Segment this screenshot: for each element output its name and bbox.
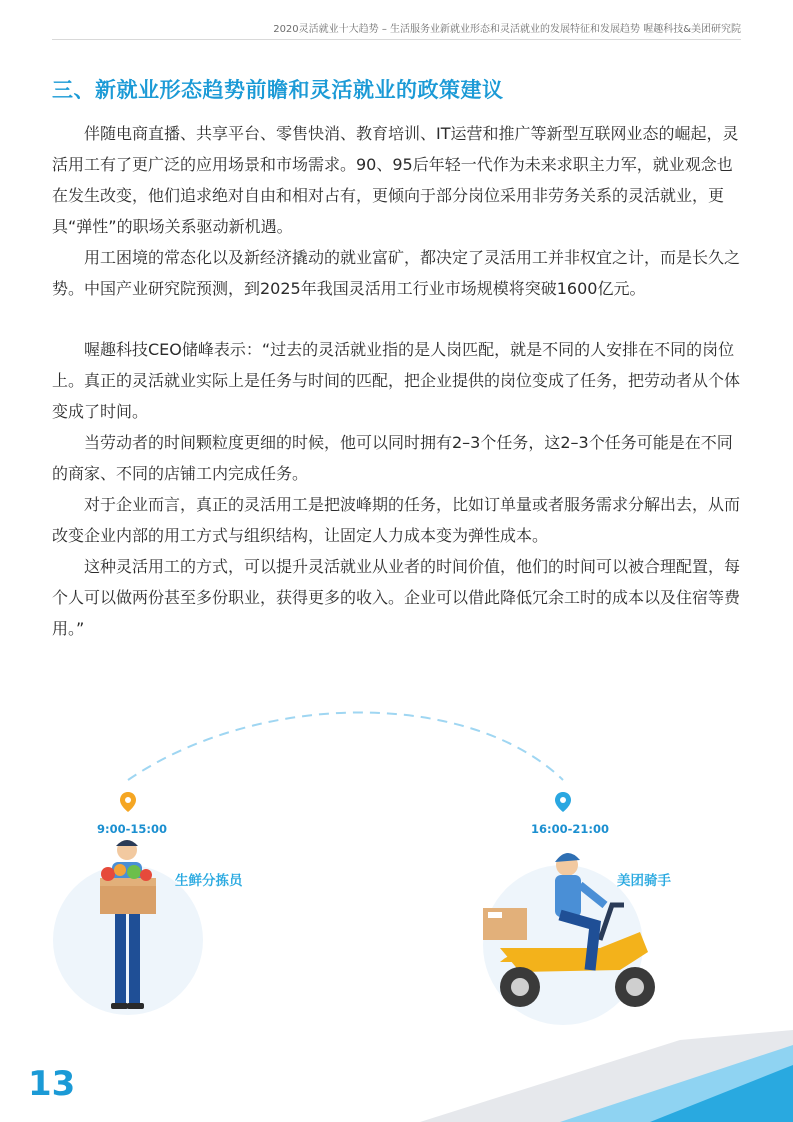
shift-time-left: 9:00-15:00 [97,822,167,836]
body-text [52,118,744,644]
role-label-left: 生鲜分拣员 [175,873,243,889]
paragraph: 这种灵活用工的方式，可以提升灵活就业从业者的时间价值，他们的时间可以被合理配置，每个人可以做两份甚至多份职业，获得更多的收入。企业可以借此降低冗余工时的成本以及住宿等费用。” [52,557,741,638]
paragraph: 对于企业而言，真正的灵活用工是把波峰期的任务，比如订单量或者服务需求分解出去，从而改变企业内部的用工方式与组织结构，让固定人力成本变为弹性成本。 [52,495,741,545]
location-pin-icon [555,792,571,812]
paragraph: 伴随电商直播、共享平台、零售快消、教育培训、IT运营和推广等新型互联网业态的崛起，灵活用工有了更广泛的应用场景和市场需求。90、95后年轻一代作为未来求职主力军，就业观念也在发生改变，他们追求绝对自由和相对占有，更倾向于部分岗位采用非劳务关系的灵活就业，更具“弹性”的职场关系驱动新机遇。 [52,124,739,236]
paragraph: 喔趣科技CEO储峰表示：“过去的灵活就业指的是人岗匹配，就是不同的人安排在不同的岗位上。真正的灵活就业实际上是任务与时间的匹配，把企业提供的岗位变成了任务，把劳动者从个体变成了时间。 [52,340,741,421]
paragraph-gap [52,304,744,334]
shift-time-right: 16:00-21:00 [531,822,609,836]
page-number: 13 [28,1064,76,1104]
role-label-right: 美团骑手 [617,873,671,889]
running-header: 2020灵活就业十大趋势 – 生活服务业新就业形态和灵活就业的发展特征和发展趋势 喔趣科技&美团研究院 [273,24,741,35]
dashed-connection-arc [128,713,563,781]
section-title: 三、新就业形态趋势前瞻和灵活就业的政策建议 [52,78,504,102]
illustration [0,700,793,1122]
location-pin-icon [120,792,136,812]
paragraph: 当劳动者的时间颗粒度更细的时候，他可以同时拥有2–3个任务，这2–3个任务可能是在不同的商家、不同的店铺工内完成任务。 [52,433,733,483]
paragraph: 用工困境的常态化以及新经济撬动的就业富矿，都决定了灵活用工并非权宜之计，而是长久之势。中国产业研究院预测，到2025年我国灵活用工行业市场规模将突破1600亿元。 [52,248,741,298]
header-divider [52,39,741,40]
